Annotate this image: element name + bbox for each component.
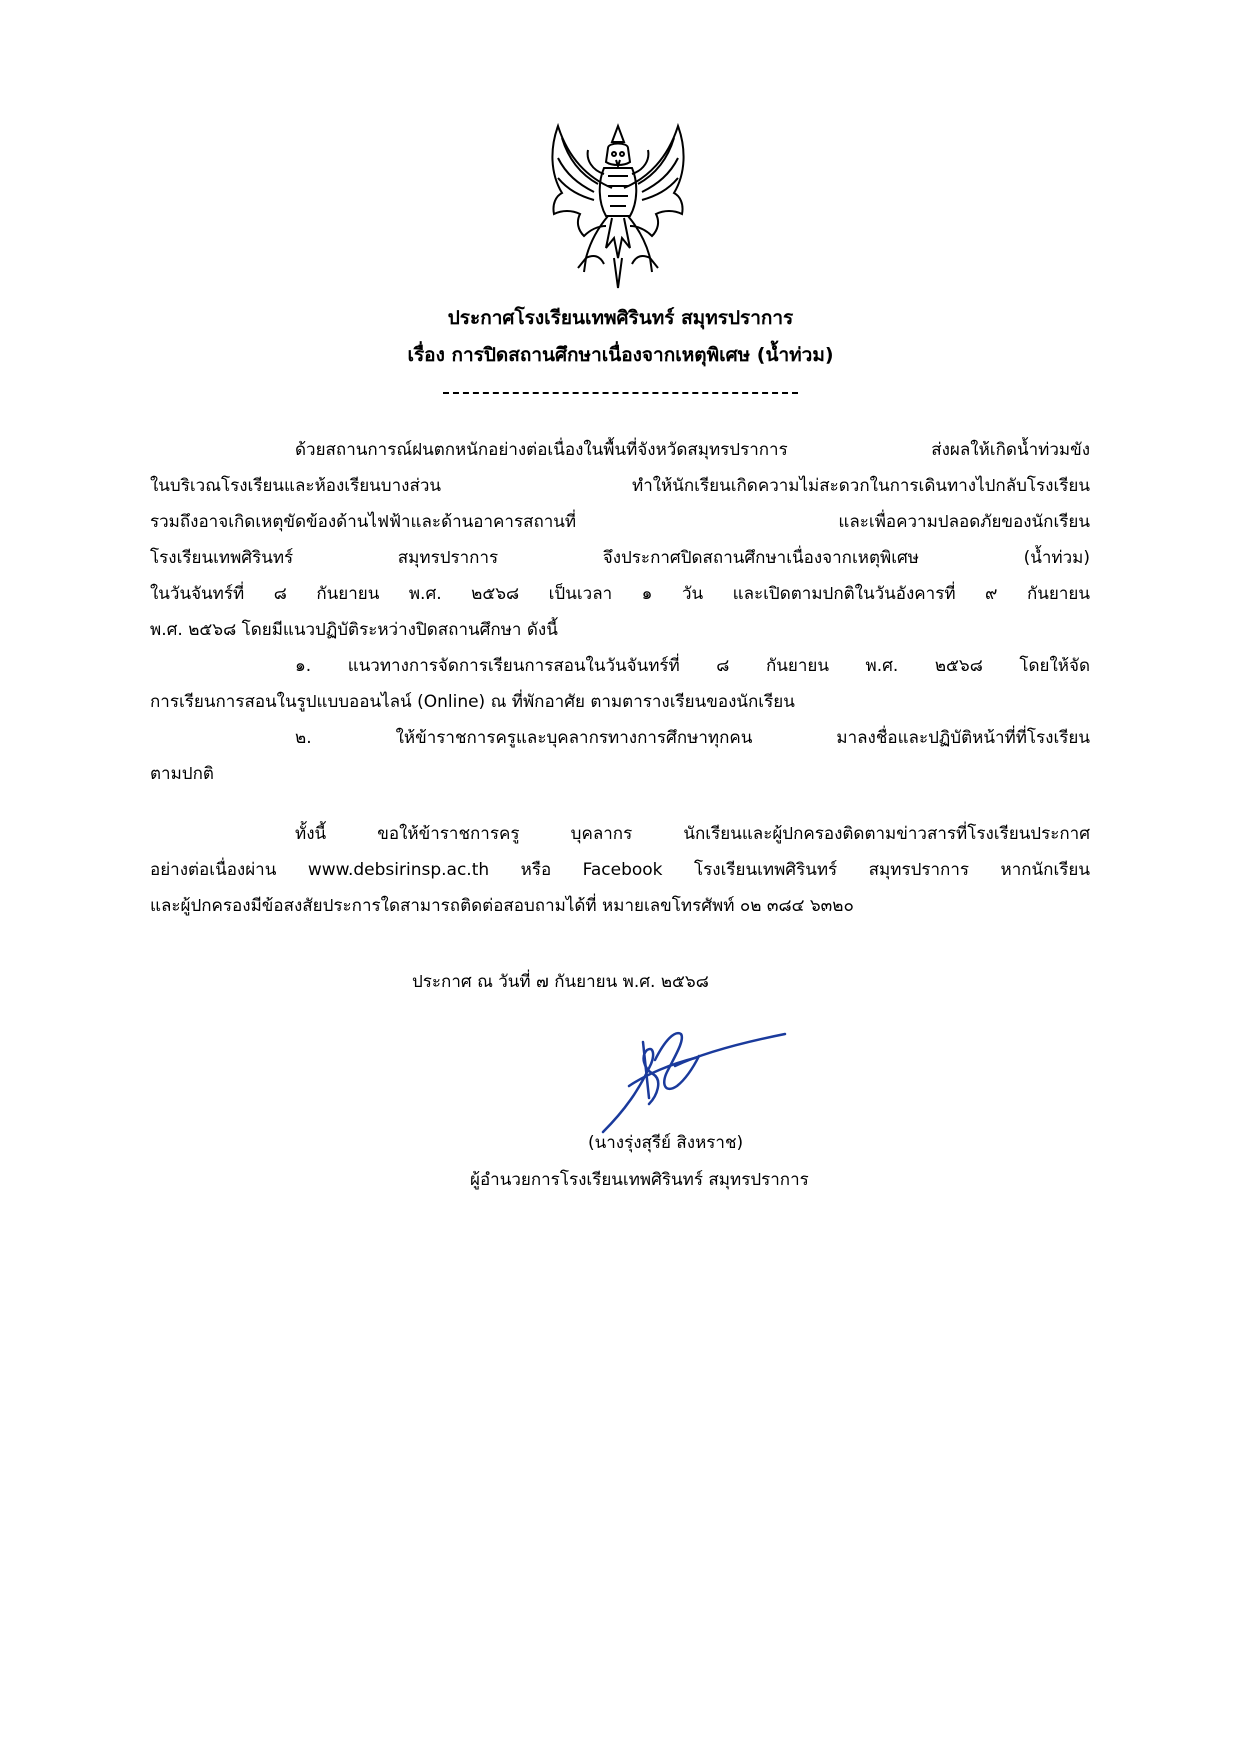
announcement-title: ประกาศโรงเรียนเทพศิรินทร์ สมุทรปราการ [447,307,794,329]
garuda-emblem-icon [528,118,708,298]
paragraph-2-line: และผู้ปกครองมีข้อสงสัยประการใดสามารถติดต่อสอบถามได้ที่ หมายเลขโทรศัพท์ ๐๒ ๓๘๔ ๖๓๒๐ [150,896,854,916]
paragraph-1-line: ในวันจันทร์ที่ ๘ กันยายน พ.ศ. ๒๕๖๘ เป็นเวลา ๑ วัน และเปิดตามปกติในวันอังคารที่ ๙ กันยายน [150,584,1090,604]
guideline-item-1: การเรียนการสอนในรูปแบบออนไลน์ (Online) ณ ที่พักอาศัย ตามตารางเรียนของนักเรียน [150,692,795,712]
paragraph-1-line: โรงเรียนเทพศิรินทร์ สมุทรปราการ จึงประกาศปิดสถานศึกษาเนื่องจากเหตุพิเศษ (น้ำท่วม) [150,548,1090,568]
signer-position: ผู้อำนวยการโรงเรียนเทพศิรินทร์ สมุทรปราการ [470,1170,809,1190]
signer-name: (นางรุ่งสุรีย์ สิงหราช) [588,1133,744,1153]
paragraph-2-line: อย่างต่อเนื่องผ่าน www.debsirinsp.ac.th หรือ Facebook โรงเรียนเทพศิรินทร์ สมุทรปราการ หากนักเรียน [150,860,1090,880]
announcement-subject: เรื่อง การปิดสถานศึกษาเนื่องจากเหตุพิเศษ (น้ำท่วม) [407,344,834,366]
paragraph-1-line: พ.ศ. ๒๕๖๘ โดยมีแนวปฏิบัติระหว่างปิดสถานศึกษา ดังนี้ [150,620,558,640]
paragraph-1-line: รวมถึงอาจเกิดเหตุขัดข้องด้านไฟฟ้าและด้านอาคารสถานที่ และเพื่อความปลอดภัยของนักเรียน [150,512,1090,532]
guideline-item-2: ๒. ให้ข้าราชการครูและบุคลากรทางการศึกษาทุกคน มาลงชื่อและปฏิบัติหน้าที่ที่โรงเรียน [295,728,1090,748]
paragraph-1-line: ด้วยสถานการณ์ฝนตกหนักอย่างต่อเนื่องในพื้นที่จังหวัดสมุทรปราการ ส่งผลให้เกิดน้ำท่วมขัง [295,440,1090,460]
paragraph-1-line: ในบริเวณโรงเรียนและห้องเรียนบางส่วน ทำให้นักเรียนเกิดความไม่สะดวกในการเดินทางไปกลับโรงเรียน [150,476,1090,496]
guideline-item-2: ตามปกติ [150,764,214,784]
guideline-item-1: ๑. แนวทางการจัดการเรียนการสอนในวันจันทร์ที่ ๘ กันยายน พ.ศ. ๒๕๖๘ โดยให้จัด [295,656,1090,676]
paragraph-2-line: ทั้งนี้ ขอให้ข้าราชการครู บุคลากร นักเรียนและผู้ปกครองติดตามข่าวสารที่โรงเรียนประกาศ [295,824,1090,844]
handwritten-signature [595,1020,795,1140]
title-divider [443,392,798,394]
announcement-date: ประกาศ ณ วันที่ ๗ กันยายน พ.ศ. ๒๕๖๘ [412,972,709,992]
